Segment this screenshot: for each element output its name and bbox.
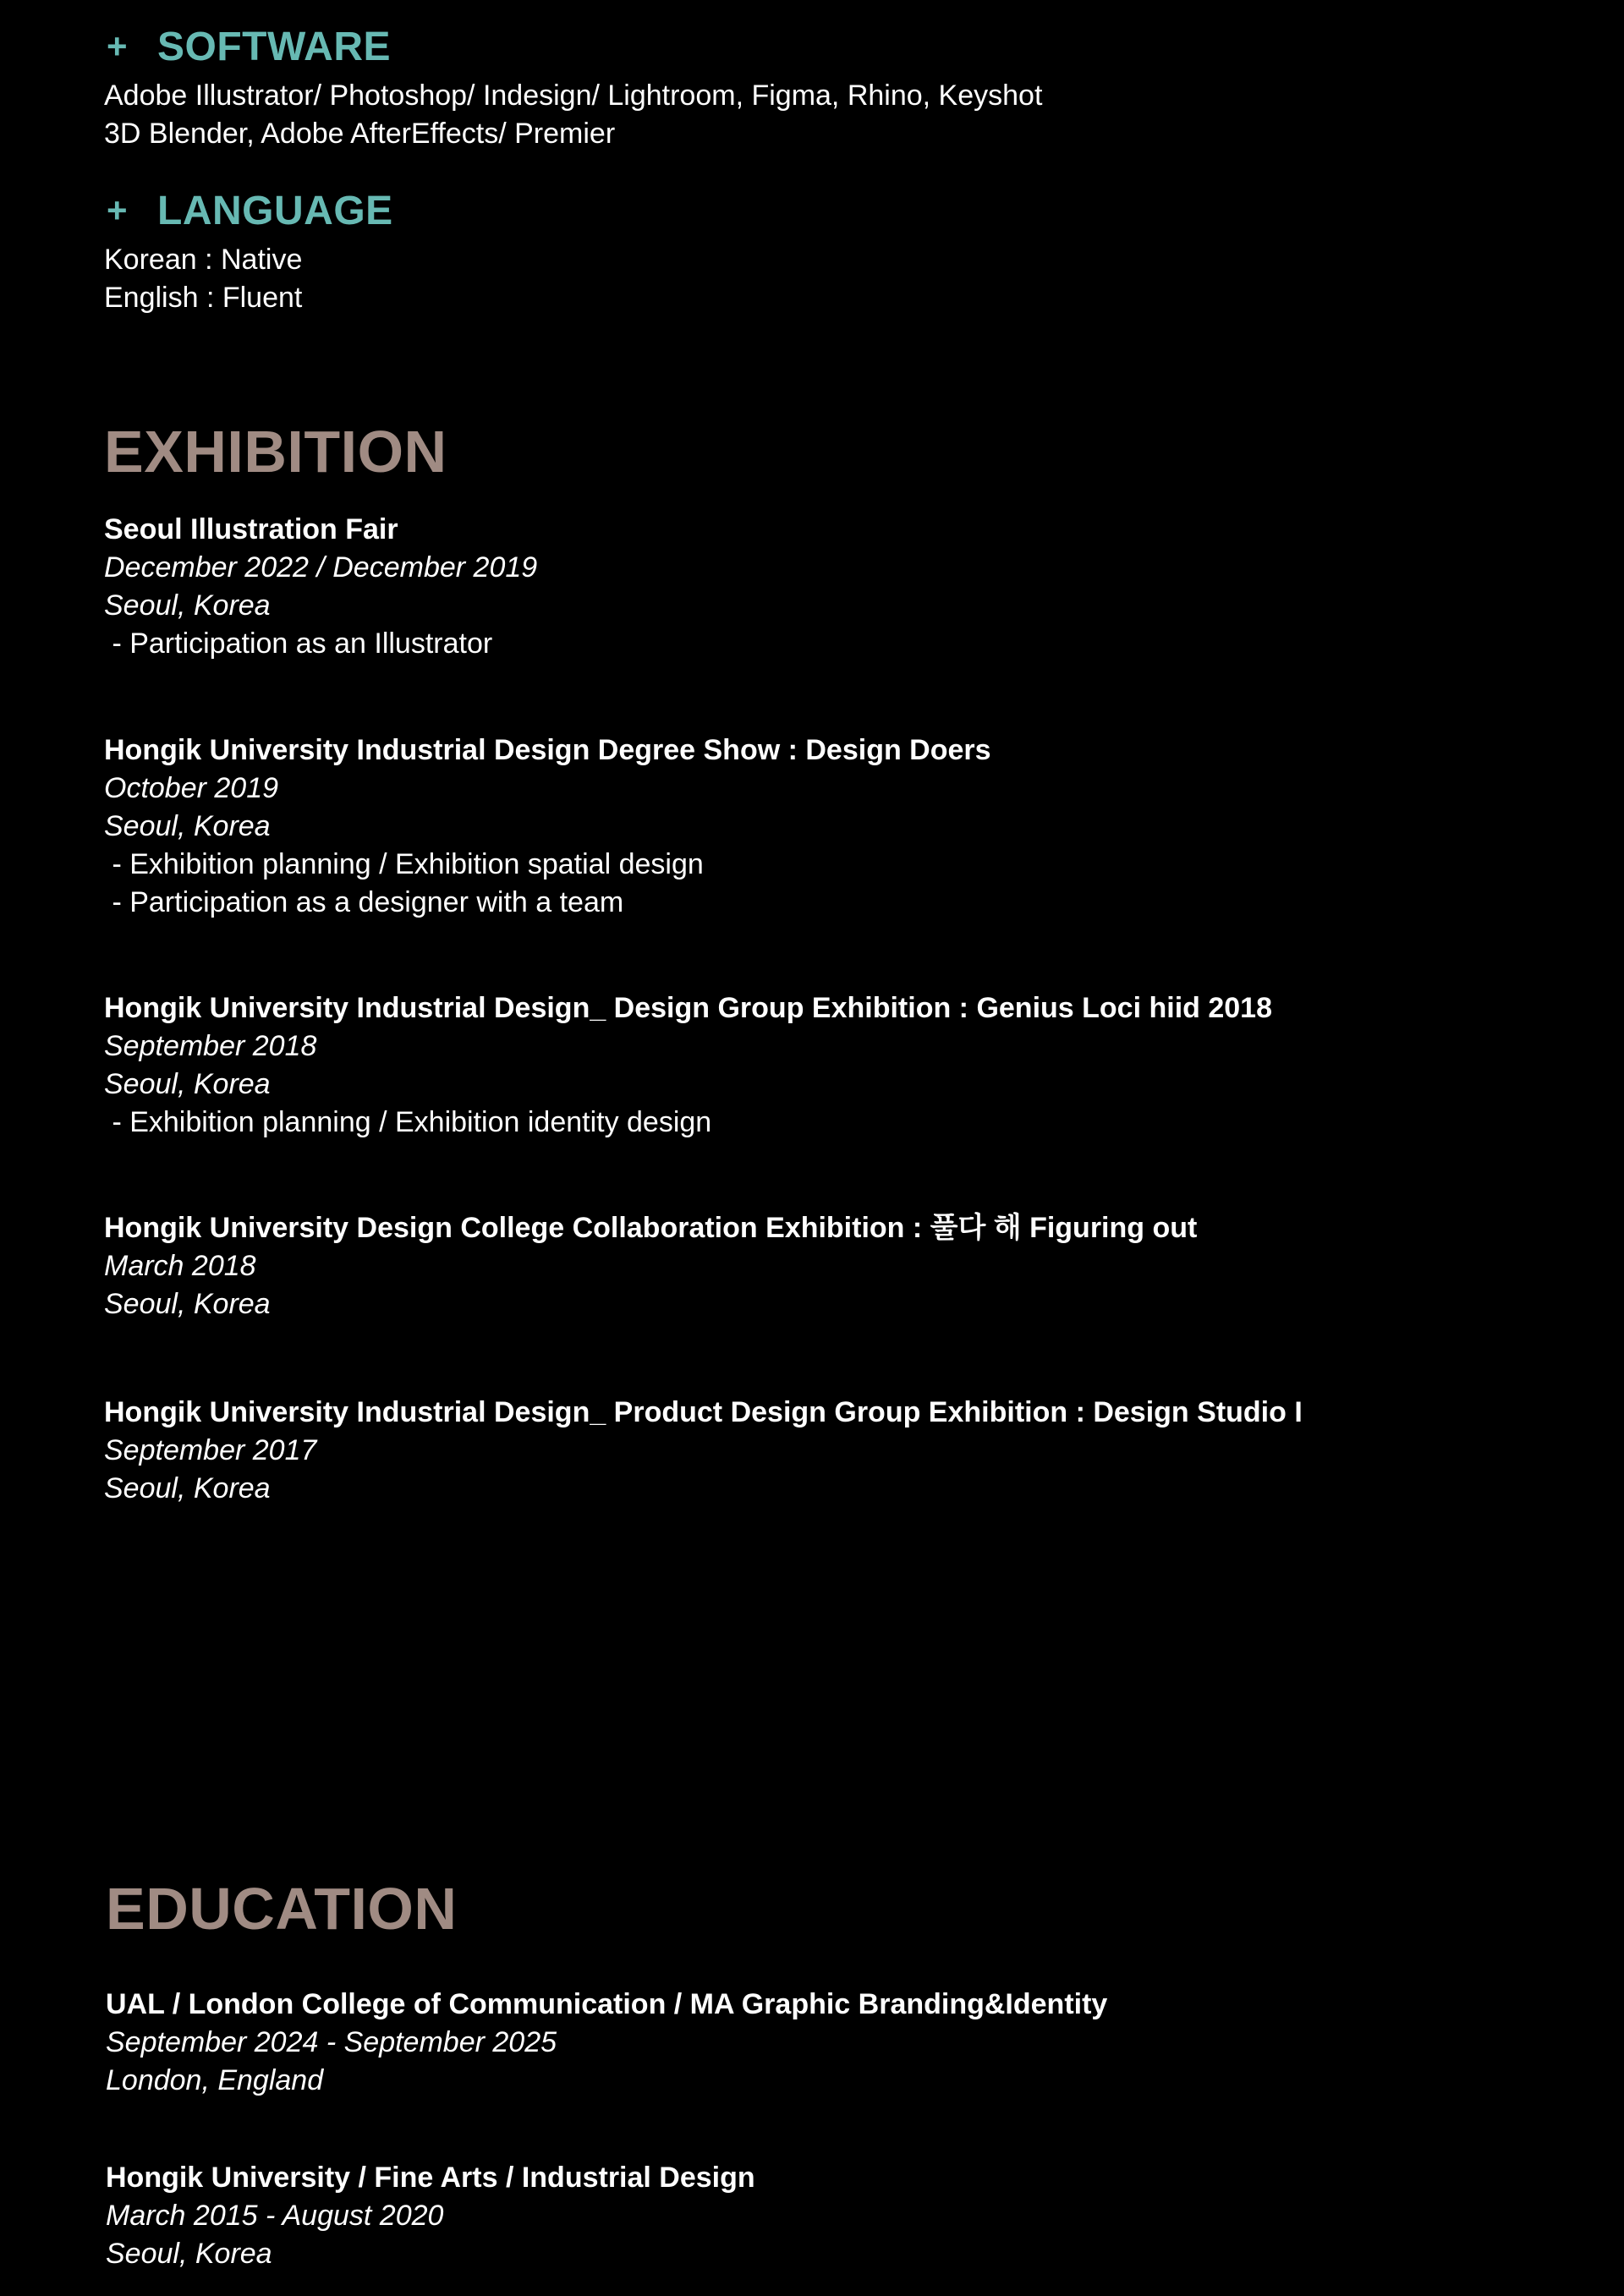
exhibition-date: October 2019 xyxy=(104,772,279,804)
language-heading: LANGUAGE xyxy=(157,188,393,233)
education-heading: EDUCATION xyxy=(106,1876,458,1942)
education-date: March 2015 - August 2020 xyxy=(106,2200,444,2232)
education-entry xyxy=(106,1986,1107,2100)
exhibition-entry xyxy=(104,732,991,922)
exhibition-note: - Exhibition planning / Exhibition identity design xyxy=(104,1106,712,1138)
exhibition-title: Hongik University Design College Collaboration Exhibition : 풀다 해 Figuring out xyxy=(104,1212,1198,1244)
education-title: UAL / London College of Communication / MA Graphic Branding&Identity xyxy=(106,1988,1108,2020)
language-line: Korean : Native xyxy=(104,244,303,276)
exhibition-location: Seoul, Korea xyxy=(104,1288,271,1320)
exhibition-title: Hongik University Industrial Design Degree Show : Design Doers xyxy=(104,734,991,766)
exhibition-entry xyxy=(104,1209,1197,1323)
software-heading: SOFTWARE xyxy=(157,24,391,69)
exhibition-title: Hongik University Industrial Design_ Product Design Group Exhibition : Design Studio I xyxy=(104,1396,1303,1428)
software-section xyxy=(104,23,1542,153)
exhibition-location: Seoul, Korea xyxy=(104,589,271,622)
exhibition-heading: EXHIBITION xyxy=(104,419,447,485)
exhibition-entry xyxy=(104,1394,1303,1508)
exhibition-date: March 2018 xyxy=(104,1250,256,1282)
exhibition-title: Seoul Illustration Fair xyxy=(104,513,398,545)
exhibition-note: - Exhibition planning / Exhibition spatial design xyxy=(104,848,704,880)
plus-icon: + xyxy=(107,26,129,66)
education-date: September 2024 - September 2025 xyxy=(106,2026,557,2058)
exhibition-date: December 2022 / December 2019 xyxy=(104,551,538,584)
software-heading-row xyxy=(104,23,1542,70)
exhibition-date: September 2017 xyxy=(104,1434,317,1466)
education-title: Hongik University / Fine Arts / Industrial Design xyxy=(106,2162,755,2194)
exhibition-note: - Participation as an Illustrator xyxy=(104,627,493,660)
education-location: Seoul, Korea xyxy=(106,2238,272,2270)
exhibition-location: Seoul, Korea xyxy=(104,1068,271,1100)
education-location: London, England xyxy=(106,2064,324,2096)
software-line: Adobe Illustrator/ Photoshop/ Indesign/ Lightroom, Figma, Rhino, Keyshot xyxy=(104,79,1043,112)
exhibition-entry xyxy=(104,989,1272,1142)
language-heading-row xyxy=(104,187,1542,234)
exhibition-date: September 2018 xyxy=(104,1030,317,1062)
exhibition-title: Hongik University Industrial Design_ Design Group Exhibition : Genius Loci hiid 2018 xyxy=(104,992,1273,1024)
exhibition-entry xyxy=(104,511,537,663)
language-section xyxy=(104,187,1542,317)
exhibition-note: - Participation as a designer with a team xyxy=(104,886,624,918)
education-entry xyxy=(106,2159,755,2273)
software-line: 3D Blender, Adobe AfterEffects/ Premier xyxy=(104,118,616,150)
plus-icon: + xyxy=(107,190,129,230)
language-line: English : Fluent xyxy=(104,282,303,314)
exhibition-location: Seoul, Korea xyxy=(104,810,271,842)
exhibition-location: Seoul, Korea xyxy=(104,1472,271,1504)
